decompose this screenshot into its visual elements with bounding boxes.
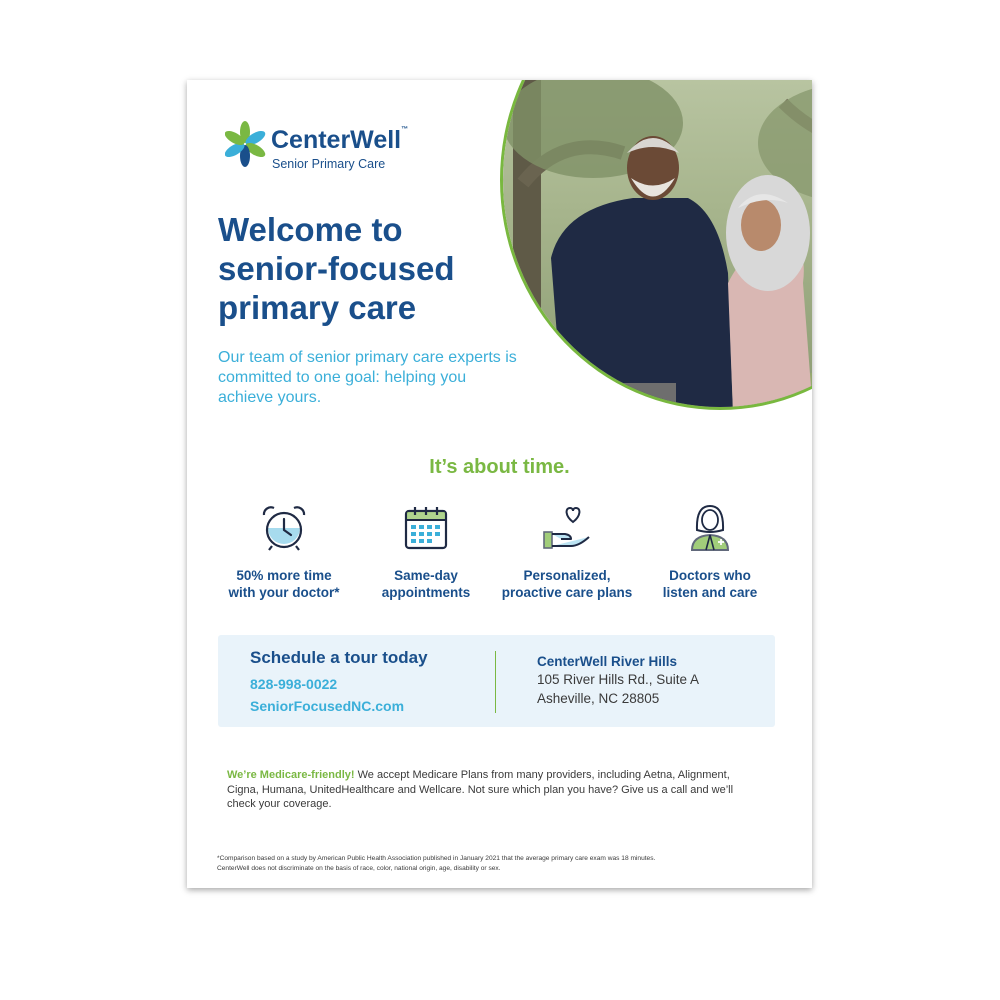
footnote-line2: CenterWell does not discriminate on the basis of race, color, national origin, age, disability or sex. (217, 865, 501, 872)
centerwell-logo (225, 118, 425, 178)
page-title: Welcome to senior-focused primary care (218, 211, 455, 326)
intro-text: Our team of senior primary care experts is committed to one goal: helping you achieve yours. (218, 349, 517, 406)
flyer-page (187, 80, 812, 888)
trademark: ™ (401, 126, 409, 133)
heart-hand-icon (541, 502, 593, 554)
medicare-note (227, 768, 747, 812)
doctor-icon (684, 502, 736, 554)
medicare-body: We accept Medicare Plans from many providers, including Aetna, Alignment, Cigna, Humana, UnitedHealthcare and Wellcare. Not sure which plan you have? Give us a call and we’ll check your coverage. (227, 769, 734, 810)
feature-label-line2: proactive care plans (501, 585, 633, 600)
feature-label-line1: Same-day (394, 568, 458, 583)
feature-label-line1: 50% more time (236, 568, 332, 583)
brand-name: CenterWell™ (271, 126, 409, 154)
address-line2: Asheville, NC 28805 (537, 691, 660, 706)
leaf-logo-icon (225, 120, 269, 168)
location-name: CenterWell River Hills (537, 654, 678, 669)
tagline: It’s about time. (429, 456, 570, 478)
address-line1: 105 River Hills Rd., Suite A (537, 672, 700, 687)
feature-personalized (492, 502, 642, 601)
website-link[interactable]: SeniorFocusedNC.com (250, 698, 405, 714)
brand-subtitle: Senior Primary Care (272, 157, 386, 171)
alarm-clock-icon (258, 502, 310, 554)
medicare-highlight: We’re Medicare-friendly! (227, 769, 355, 781)
feature-more-time (209, 502, 359, 601)
schedule-heading: Schedule a tour today (250, 648, 428, 667)
feature-label-line2: appointments (381, 585, 471, 600)
feature-label-line2: with your doctor* (228, 585, 340, 600)
feature-label-line1: Doctors who (669, 568, 751, 583)
footnotes (217, 854, 787, 874)
feature-label-line1: Personalized, (523, 568, 611, 583)
couple-photo (500, 80, 812, 410)
calendar-icon (400, 502, 452, 554)
divider (495, 651, 496, 713)
contact-box (218, 635, 775, 727)
feature-same-day (351, 502, 501, 601)
feature-label-line2: listen and care (662, 585, 758, 600)
feature-doctors (635, 502, 785, 601)
footnote-line1: *Comparison based on a study by American Public Health Association published in January 2021 that the average primary care exam was 18 minutes. (217, 855, 656, 862)
phone-link[interactable]: 828-998-0022 (250, 676, 338, 692)
